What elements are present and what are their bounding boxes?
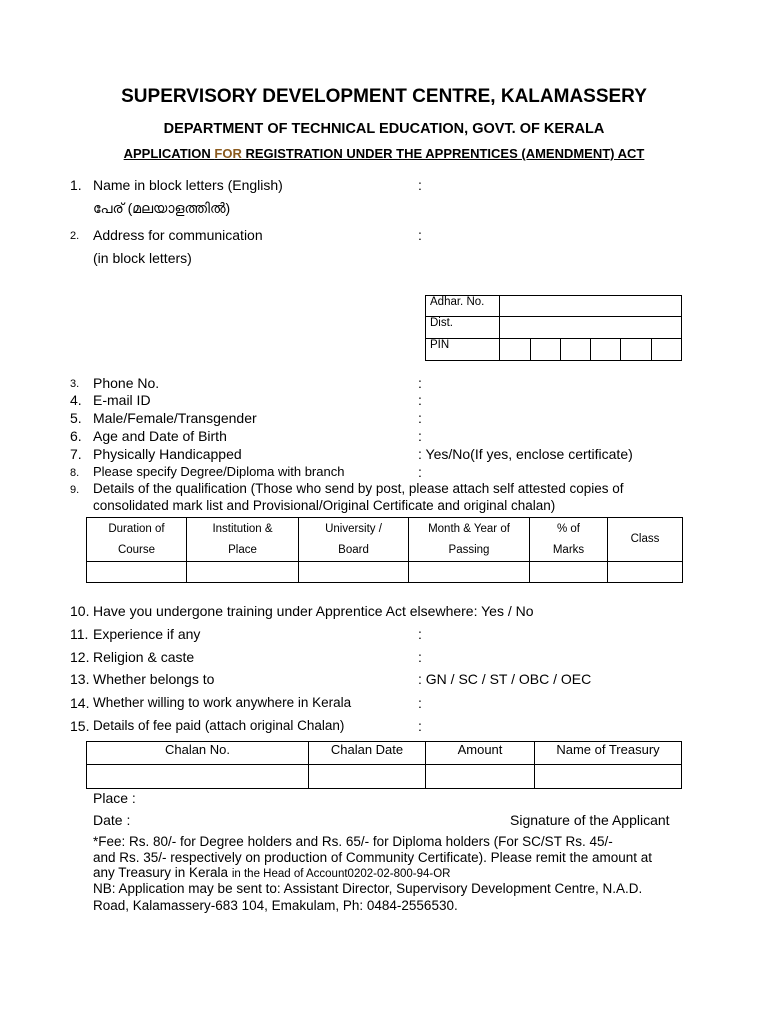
adhar-label: Adhar. No. — [426, 296, 500, 317]
field-colon: : — [418, 177, 422, 193]
table-cell[interactable] — [187, 562, 299, 583]
field-number: 12. — [70, 649, 90, 665]
signature-label: Signature of the Applicant — [510, 812, 670, 828]
page-title: SUPERVISORY DEVELOPMENT CENTRE, KALAMASSERY — [121, 86, 647, 107]
dist-label: Dist. — [426, 317, 500, 339]
col-marks-header — [530, 518, 608, 562]
field-colon: : — [418, 392, 422, 408]
table-cell[interactable] — [309, 765, 426, 789]
field-colon: : — [418, 410, 422, 426]
field-label: Phone No. — [93, 375, 160, 391]
header-text: Place — [228, 543, 257, 556]
adhar-input-cell[interactable] — [500, 296, 682, 317]
field-number: 1. — [70, 177, 82, 193]
header-text: Month & Year of — [428, 522, 510, 535]
field-label: Have you undergone training under Apprentice Act elsewhere: Yes / No — [93, 603, 534, 619]
field-label: Please specify Degree/Diploma with branch — [93, 464, 345, 479]
field-number: 2. — [70, 230, 80, 242]
field-label: (in block letters) — [93, 250, 192, 266]
field-number: 15. — [70, 718, 90, 734]
table-cell[interactable] — [426, 765, 535, 789]
field-label: Physically Handicapped — [93, 446, 242, 462]
chalan-date-header: Chalan Date — [309, 742, 426, 765]
pin-digit-cell[interactable] — [500, 339, 530, 361]
app-title-pre: APPLICATION — [123, 146, 215, 161]
field-number: 3. — [70, 378, 80, 390]
date-label: Date : — [93, 812, 131, 828]
field-label: E-mail ID — [93, 392, 151, 408]
table-cell[interactable] — [535, 765, 682, 789]
field-colon: : GN / SC / ST / OBC / OEC — [418, 671, 592, 687]
header-text: Board — [338, 543, 369, 556]
field-label: Name in block letters (English) — [93, 177, 283, 193]
col-class-header: Class — [608, 518, 683, 562]
field-colon: : — [418, 464, 422, 480]
field-number: 7. — [70, 446, 82, 462]
address-box — [425, 295, 682, 361]
table-row — [87, 765, 682, 789]
pin-digit-cell[interactable] — [621, 339, 651, 361]
field-label: Age and Date of Birth — [93, 428, 227, 444]
field-label: Details of the qualification (Those who send by post, please attach self attested copies of — [93, 481, 624, 496]
field-number: 11. — [70, 626, 89, 642]
field-number: 4. — [70, 392, 82, 408]
col-institution-header — [187, 518, 299, 562]
field-number: 13. — [70, 671, 90, 687]
field-colon: : — [418, 428, 422, 444]
pin-digit-cell[interactable] — [560, 339, 590, 361]
amount-header: Amount — [426, 742, 535, 765]
header-text: University / — [325, 522, 382, 535]
field-colon: : Yes/No(If yes, enclose certificate) — [418, 446, 633, 462]
header-text: Course — [117, 543, 156, 556]
field-colon: : — [418, 718, 422, 734]
field-number: 9. — [70, 484, 80, 496]
app-title-post: REGISTRATION UNDER THE APPRENTICES (AMENDMENT) ACT — [241, 146, 645, 161]
field-colon: : — [418, 649, 422, 665]
dist-input-cell[interactable] — [500, 317, 682, 339]
fee-line-3b: in the Head of Account0202-02-800-94-OR — [231, 868, 451, 880]
fee-line-1: *Fee: Rs. 80/- for Degree holders and Rs. 65/- for Diploma holders (For SC/ST Rs. 45/- — [93, 834, 613, 849]
field-label: Whether belongs to — [93, 671, 215, 687]
department-title: DEPARTMENT OF TECHNICAL EDUCATION, GOVT. OF KERALA — [163, 121, 605, 137]
field-colon: : — [418, 626, 422, 642]
app-title-for: FOR — [214, 146, 242, 161]
col-duration-header — [87, 518, 187, 562]
field-label: Address for communication — [93, 227, 263, 243]
table-cell[interactable] — [299, 562, 409, 583]
field-label: പേര് (മലയാളത്തിൽ) — [93, 200, 231, 216]
header-text: Duration of — [108, 522, 165, 535]
table-cell[interactable] — [87, 765, 309, 789]
chalan-table — [86, 741, 682, 789]
fee-line-3 — [93, 865, 675, 880]
field-colon: : — [418, 375, 422, 391]
field-number: 10. — [70, 603, 90, 619]
field-number: 5. — [70, 410, 82, 426]
field-number: 14. — [70, 695, 90, 711]
pin-digit-cell[interactable] — [591, 339, 621, 361]
header-text: % of — [556, 522, 580, 535]
pin-label: PIN — [426, 339, 500, 361]
application-title — [0, 146, 768, 161]
nb-line-2: Road, Kalamassery-683 104, Emakulam, Ph: 0484-2556530. — [93, 898, 458, 913]
pin-digit-cell[interactable] — [651, 339, 681, 361]
header-text: Passing — [448, 543, 490, 556]
field-label: consolidated mark list and Provisional/Original Certificate and original chalan) — [93, 498, 556, 513]
qualification-table — [86, 517, 683, 583]
table-cell[interactable] — [409, 562, 530, 583]
table-cell[interactable] — [87, 562, 187, 583]
field-label: Whether willing to work anywhere in Kerala — [93, 695, 352, 710]
pin-digit-cell[interactable] — [530, 339, 560, 361]
col-passing-header — [409, 518, 530, 562]
col-university-header — [299, 518, 409, 562]
header-text: Institution & — [212, 522, 273, 535]
chalan-no-header: Chalan No. — [87, 742, 309, 765]
table-cell[interactable] — [530, 562, 608, 583]
field-colon: : — [418, 695, 422, 711]
place-label: Place : — [93, 790, 136, 806]
treasury-header: Name of Treasury — [535, 742, 682, 765]
field-number: 6. — [70, 428, 82, 444]
table-row — [87, 562, 683, 583]
field-label: Details of fee paid (attach original Chalan) — [93, 718, 345, 733]
field-label: Experience if any — [93, 626, 201, 642]
nb-line-1: NB: Application may be sent to: Assistant Director, Supervisory Development Centre, N.A.D. — [93, 881, 643, 896]
field-colon: : — [418, 227, 422, 243]
field-number: 8. — [70, 467, 80, 479]
field-label: Religion & caste — [93, 649, 195, 665]
fee-line-3a: any Treasury in Kerala — [93, 865, 232, 880]
header-text: Marks — [552, 543, 585, 556]
fee-line-2: and Rs. 35/- respectively on production of Community Certificate). Please remit the amount at — [93, 850, 653, 865]
field-label: Male/Female/Transgender — [93, 410, 257, 426]
table-cell[interactable] — [608, 562, 683, 583]
